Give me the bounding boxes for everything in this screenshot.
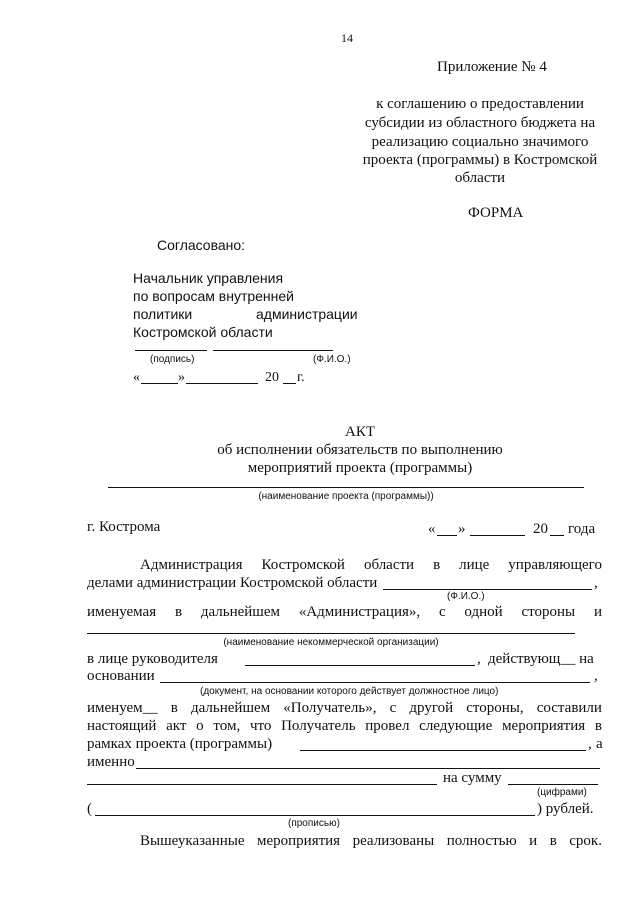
approval-date-open: « xyxy=(133,370,140,385)
forma-label: ФОРМА xyxy=(468,205,524,221)
word: другой xyxy=(409,700,454,716)
approval-month-line[interactable] xyxy=(186,383,258,384)
word: реализованы xyxy=(352,833,435,849)
body-line-9-end: а xyxy=(596,736,603,752)
word: управляющего xyxy=(508,557,602,573)
word: что xyxy=(249,718,272,734)
word: настоящий xyxy=(87,718,157,734)
fio-caption: (Ф.И.О.) xyxy=(313,354,351,365)
word: полностью xyxy=(446,833,517,849)
approver-position-4: Костромской области xyxy=(133,324,273,340)
act-month-line[interactable] xyxy=(470,535,525,536)
sum-digits-caption: (цифрами) xyxy=(537,787,587,798)
word: мероприятия xyxy=(257,833,341,849)
word: именуем__ xyxy=(87,700,158,716)
signature-line[interactable] xyxy=(135,350,207,351)
word: стороны, xyxy=(466,700,524,716)
word: одной xyxy=(464,604,503,620)
act-subtitle-1: об исполнении обязательств по выполнению xyxy=(217,442,503,458)
word: лице xyxy=(459,557,490,573)
word: области xyxy=(363,557,415,573)
body-line-9: рамках проекта (программы) xyxy=(87,736,273,752)
body-line-2: делами администрации Костромской области xyxy=(87,575,378,591)
appendix-ref-5: области xyxy=(454,170,506,186)
head-name-line[interactable] xyxy=(245,665,475,666)
word: Вышеуказанные xyxy=(140,833,245,849)
appendix-title: Приложение № 4 xyxy=(437,59,547,75)
sum-digits-line[interactable] xyxy=(508,784,598,785)
word: в xyxy=(174,604,183,620)
body-line-14 xyxy=(140,832,602,850)
word: в xyxy=(549,833,557,849)
word: и xyxy=(529,833,538,849)
appendix-ref-2: субсидии из областного бюджета на xyxy=(364,115,596,131)
body-line-7 xyxy=(87,699,602,717)
approval-day-line[interactable] xyxy=(141,383,178,384)
approval-year-suffix: г. xyxy=(297,370,305,385)
paren-open: ( xyxy=(87,801,92,817)
act-year-suffix: года xyxy=(568,521,596,537)
act-title: АКТ xyxy=(345,424,375,440)
word: в xyxy=(170,700,178,716)
approver-position-3b: администрации xyxy=(256,306,358,322)
word: и xyxy=(593,604,602,620)
word: именуемая xyxy=(87,604,157,620)
appendix-ref-4: проекта (программы) в Костромской xyxy=(362,152,598,168)
approval-year-prefix: 20 xyxy=(265,370,279,385)
body-line-10: именно xyxy=(87,754,135,770)
act-year-prefix: 20 xyxy=(533,521,548,537)
comma: , xyxy=(594,575,598,591)
appendix-ref-3: реализацию социально значимого xyxy=(371,134,589,150)
word: том, xyxy=(213,718,241,734)
word: Администрация xyxy=(140,557,243,573)
word: следующие xyxy=(419,718,493,734)
project-name-caption: (наименование проекта (программы)) xyxy=(258,491,434,502)
comma: , xyxy=(594,668,598,684)
word: с xyxy=(389,700,397,716)
events-line-3[interactable] xyxy=(87,784,437,785)
body-line-1 xyxy=(140,556,602,574)
word: составили xyxy=(536,700,602,716)
approver-position-3a: политики xyxy=(133,306,193,322)
act-date-close: » xyxy=(458,521,466,537)
sum-words-caption: (прописью) xyxy=(288,818,340,829)
body-line-5a: в лице руководителя xyxy=(87,651,218,667)
word: мероприятия xyxy=(502,718,586,734)
body-line-6: основании xyxy=(87,668,155,684)
approver-position-2: по вопросам внутренней xyxy=(133,288,294,304)
basis-document-line[interactable] xyxy=(160,682,590,683)
appendix-ref-1: к соглашению о предоставлении xyxy=(376,96,584,112)
body-line-5b: действующ__ на xyxy=(488,651,594,667)
act-year-line[interactable] xyxy=(550,535,564,536)
word: провел xyxy=(365,718,410,734)
rubles-label: ) рублей. xyxy=(537,801,594,817)
body-line-8 xyxy=(87,717,602,735)
fio-line[interactable] xyxy=(213,350,333,351)
organization-caption: (наименование некоммерческой организации) xyxy=(223,637,439,648)
act-date-open: « xyxy=(428,521,436,537)
word: акт xyxy=(166,718,187,734)
project-name-line[interactable] xyxy=(108,487,584,488)
word: срок. xyxy=(569,833,602,849)
page-number: 14 xyxy=(341,31,353,45)
organization-line[interactable] xyxy=(87,633,575,634)
comma: , xyxy=(588,736,592,752)
approved-label: Согласовано: xyxy=(157,237,246,253)
word: дальнейшем xyxy=(200,604,281,620)
events-line-2[interactable] xyxy=(136,768,600,769)
approver-position-1: Начальник управления xyxy=(133,270,284,286)
basis-document-caption: (документ, на основании которого действует должностное лицо) xyxy=(200,686,499,697)
place-city: г. Кострома xyxy=(87,519,161,535)
manager-fio-line[interactable] xyxy=(383,589,592,590)
manager-fio-caption: (Ф.И.О.) xyxy=(447,591,485,602)
word: «Получатель», xyxy=(283,700,377,716)
act-subtitle-2: мероприятий проекта (программы) xyxy=(247,460,473,476)
word: в xyxy=(594,718,602,734)
approval-year-line[interactable] xyxy=(283,383,296,384)
events-line-1[interactable] xyxy=(300,750,586,751)
signature-caption: (подпись) xyxy=(150,354,195,365)
word: «Администрация», xyxy=(298,604,421,620)
body-line-3 xyxy=(87,603,602,621)
word: дальнейшем xyxy=(190,700,271,716)
word: Костромской xyxy=(261,557,345,573)
word: с xyxy=(438,604,446,620)
word: Получатель xyxy=(281,718,356,734)
word: в xyxy=(433,557,441,573)
word: о xyxy=(196,718,204,734)
sum-words-line[interactable] xyxy=(95,815,535,816)
sum-label: на сумму xyxy=(443,770,502,786)
comma: , xyxy=(477,651,481,667)
approval-date-close: » xyxy=(178,370,185,385)
act-day-line[interactable] xyxy=(437,535,457,536)
word: стороны xyxy=(521,604,576,620)
